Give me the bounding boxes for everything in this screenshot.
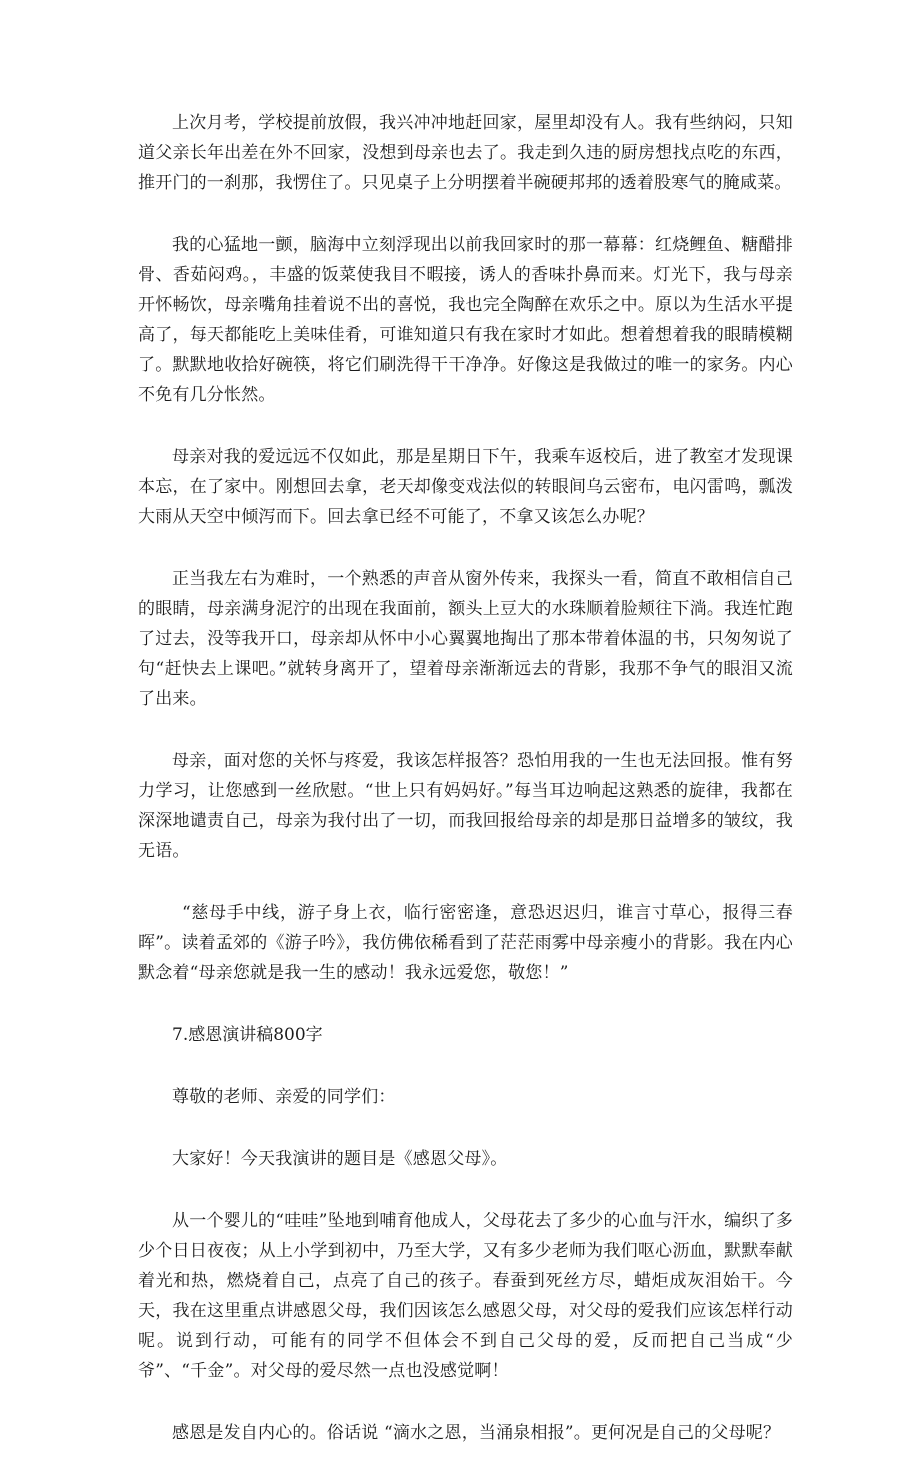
paragraph-youzi-yin-poem: “慈母手中线，游子身上衣，临行密密逢，意恐迟迟归，谁言寸草心，报得三春晖”。读着孟郊的《游子吟》，我仿佛依稀看到了茫茫雨雾中母亲瘦小的背影。我在内心默念着“母亲您就是我一生的感动！我永远爱您，敬您！” [138, 903, 793, 983]
speech-paragraph-gratitude: 感恩是发自内心的。俗话说 “滴水之恩，当涌泉相报”。更何况是自己的父母呢？ [172, 1423, 781, 1443]
paragraph-repay-mother: 母亲，面对您的关怀与疼爱，我该怎样报答？恐怕用我的一生也无法回报。惟有努力学习，让您感到一丝欣慰。“世上只有妈妈好。”每当耳边响起这熟悉的旋律，我都在深深地谴责自己，母亲为我付出了一切，而我回报给母亲的却是那日益增多的皱纹，我无语。 [138, 751, 793, 861]
paragraph-exam-holiday: 上次月考，学校提前放假，我兴冲冲地赶回家，屋里却没有人。我有些纳闷，只知道父亲长年出差在外不回家，没想到母亲也去了。我走到久违的厨房想找点吃的东西，推开门的一刹那，我愣住了。只见桌子上分明摆着半碗硬邦邦的透着股寒气的腌咸菜。 [138, 113, 793, 193]
paragraph-mother-in-rain: 正当我左右为难时，一个熟悉的声音从窗外传来，我探头一看，简直不敢相信自己的眼睛，母亲满身泥泞的出现在我面前，额头上豆大的水珠顺着脸颊往下淌。我连忙跑了过去，没等我开口，母亲却从怀中小心翼翼地掏出了那本带着体温的书，只匆匆说了句“赶快去上课吧。”就转身离开了，望着母亲渐渐远去的背影，我那不争气的眼泪又流了出来。 [138, 569, 793, 709]
paragraph-forgotten-book: 母亲对我的爱远远不仅如此，那是星期日下午，我乘车返校后，进了教室才发现课本忘，在了家中。刚想回去拿，老天却像变戏法似的转眼间乌云密布，电闪雷鸣，瓢泼大雨从天空中倾泻而下。回去拿已经不可能了，不拿又该怎么办呢？ [138, 447, 793, 527]
paragraph-memory-dinner: 我的心猛地一颤，脑海中立刻浮现出以前我回家时的那一幕幕：红烧鲤鱼、糖醋排骨、香茹闷鸡。，丰盛的饭菜使我目不暇接，诱人的香味扑鼻而来。灯光下，我与母亲开怀畅饮，母亲嘴角挂着说不出的喜悦，我也完全陶醉在欢乐之中。原以为生活水平提高了，每天都能吃上美味佳肴，可谁知道只有我在家时才如此。想着想着我的眼睛模糊了。默默地收拾好碗筷，将它们刷洗得干干净净。好像这是我做过的唯一的家务。内心不免有几分怅然。 [138, 235, 793, 405]
section-title: 7.感恩演讲稿800字 [172, 1025, 323, 1045]
speech-paragraph-parents-effort: 从一个婴儿的“哇哇”坠地到哺育他成人，父母花去了多少的心血与汗水，编织了多少个日日夜夜；从上小学到初中，乃至大学，又有多少老师为我们呕心沥血，默默奉献着光和热，燃烧着自己，点亮了自己的孩子。春蚕到死丝方尽，蜡炬成灰泪始干。今天，我在这里重点讲感恩父母，我们因该怎么感恩父母，对父母的爱我们应该怎样行动呢。说到行动，可能有的同学不但体会不到自己父母的爱，反而把自己当成“少爷”、“千金”。对父母的爱尽然一点也没感觉啊！ [138, 1211, 793, 1381]
speech-salutation: 尊敬的老师、亲爱的同学们： [172, 1087, 396, 1107]
document-body [138, 108, 793, 1480]
speech-greeting: 大家好！今天我演讲的题目是《感恩父母》。 [172, 1149, 508, 1169]
